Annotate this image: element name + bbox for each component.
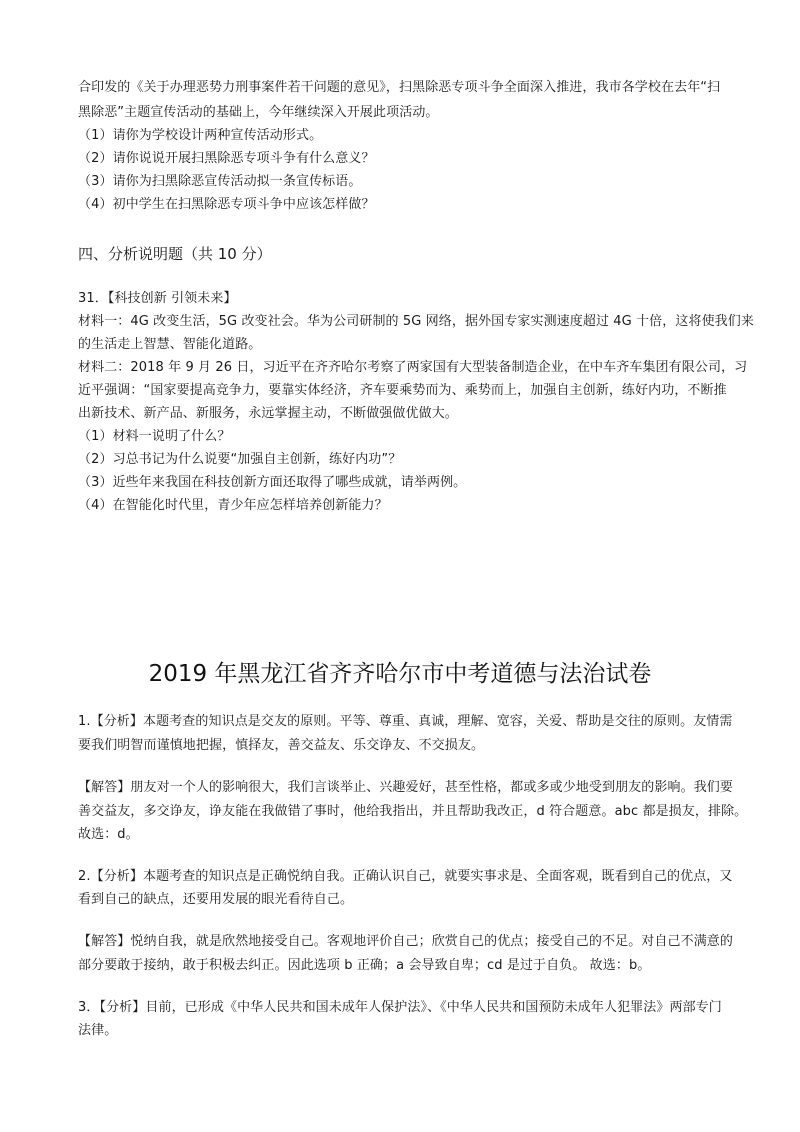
material-text-line: 的生活走上智慧、智能化道路。 xyxy=(78,337,262,352)
answer-analysis-line: 看到自己的缺点，还要用发展的眼光看待自己。 xyxy=(78,892,354,907)
question-31-item: （3）近些年来我国在科技创新方面还取得了哪些成就，请举两例。 xyxy=(78,475,467,490)
prev-question-item: （3）请你为扫黑除恶宣传活动拟一条宣传标语。 xyxy=(78,174,362,189)
document-title: 2019 年黑龙江省齐齐哈尔市中考道德与法治试卷 xyxy=(148,661,652,687)
prev-question-text-line: 合印发的《关于办理恶势力刑事案件若干问题的意见》，扫黑除恶专项斗争全面深入推进，我市各学校在去年“扫 xyxy=(78,80,721,95)
answer-analysis-line: 1.【分析】本题考查的知识点是交友的原则。平等、尊重、真诚，理解、宽容，关爱、帮助是交往的原则。友情需 xyxy=(78,714,733,729)
answer-analysis-line: 2.【分析】本题考查的知识点是正确悦纳自我。正确认识自己，就要实事求是、全面客观，既看到自己的优点，又 xyxy=(78,869,733,884)
material-text-line: 材料二：2018 年 9 月 26 日，习近平在齐齐哈尔考察了两家国有大型装备制造企业，在中车齐车集团有限公司，习 xyxy=(78,360,748,375)
prev-question-text-line: 黑除恶”主题宣传活动的基础上，今年继续深入开展此项活动。 xyxy=(78,105,439,120)
answer-analysis-line: 法律。 xyxy=(78,1023,118,1038)
material-text-line: 近平强调：“国家要提高竞争力，要靠实体经济，齐车要乘势而为、乘势而上，加强自主创新，练好内功，不断推 xyxy=(78,383,727,398)
question-31-item: （4）在智能化时代里，青少年应怎样培养创新能力？ xyxy=(78,498,388,513)
prev-question-item: （2）请你说说开展扫黑除恶专项斗争有什么意义？ xyxy=(78,151,375,166)
answer-solution-line: 【解答】悦纳自我，就是欣然地接受自己。客观地评价自己；欣赏自己的优点；接受自己的不足。对自己不满意的 xyxy=(78,934,734,949)
material-text-line: 出新技术、新产品、新服务，永远掌握主动，不断做强做优做大。 xyxy=(78,406,458,421)
answer-solution-line: 善交益友，多交诤友，诤友能在我做错了事时，他给我指出，并且帮助我改正，d 符合题意。abc 都是损友，排除。 xyxy=(78,804,748,819)
answer-solution-line: 【解答】朋友对一个人的影响很大，我们言谈举止、兴趣爱好，甚至性格，都或多或少地受到朋友的影响。我们要 xyxy=(78,780,734,795)
answer-analysis-line: 要我们明智而谨慎地把握，慎择友，善交益友、乐交诤友、不交损友。 xyxy=(78,738,485,753)
question-31-item: （2）习总书记为什么说要“加强自主创新，练好内功”？ xyxy=(78,452,402,467)
question-31-item: （1）材料一说明了什么？ xyxy=(78,429,231,444)
prev-question-item: （4）初中学生在扫黑除恶专项斗争中应该怎样做？ xyxy=(78,197,375,212)
answer-solution-line: 部分要敢于接纳，敢于积极去纠正。因此选项 b 正确；a 会导致自卑；cd 是过于自负。 故选：b。 xyxy=(78,958,651,973)
answer-solution-line: 故选：d。 xyxy=(78,827,139,842)
material-text-line: 材料一：4G 改变生活，5G 改变社会。华为公司研制的 5G 网络，据外国专家实测速度超过 4G 十倍，这将使我们来 xyxy=(78,314,754,329)
question-31-title: 31．【科技创新 引领未来】 xyxy=(78,291,237,306)
prev-question-item: （1）请你为学校设计两种宣传活动形式。 xyxy=(78,128,323,143)
answer-analysis-line: 3．【分析】目前，已形成《中华人民共和国未成年人保护法》、《中华人民共和国预防未成年人犯罪法》两部专门 xyxy=(78,1000,722,1015)
section-heading: 四、分析说明题（共 10 分） xyxy=(78,245,272,263)
